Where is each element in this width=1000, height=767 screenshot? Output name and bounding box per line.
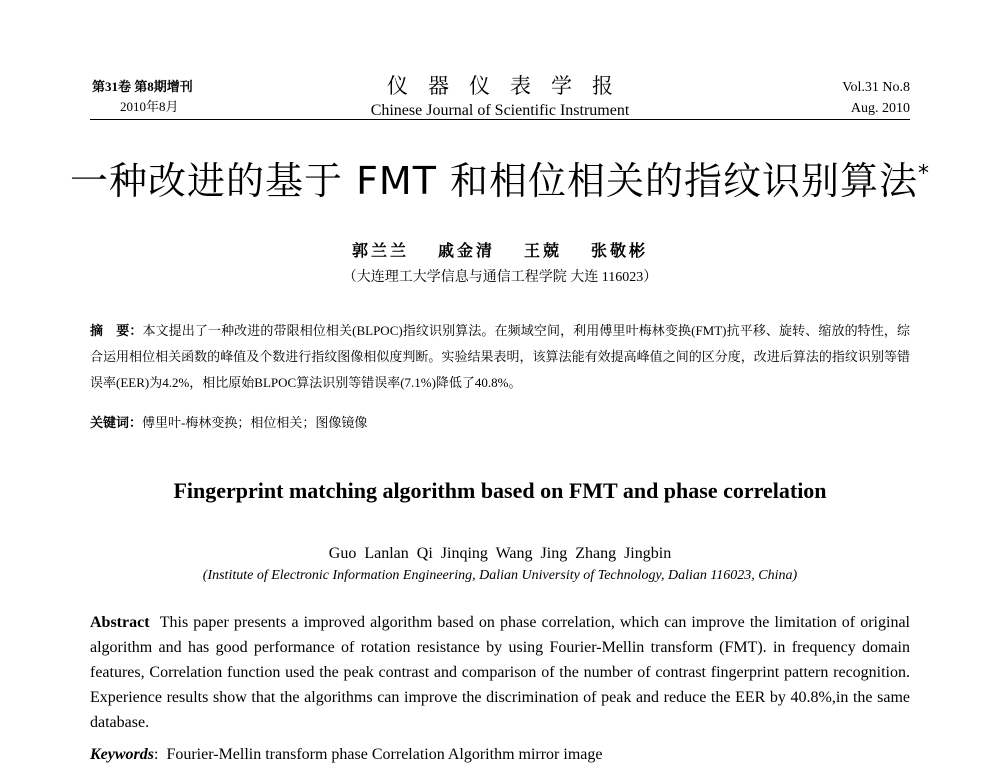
paper-title-cn bbox=[0, 150, 1000, 205]
journal-name-cn: 仪器仪表学报 bbox=[387, 74, 633, 98]
abstract-en bbox=[90, 610, 910, 735]
abstract-cn bbox=[90, 318, 910, 396]
volume-cn: 第31卷 第8期增刊 bbox=[92, 79, 193, 94]
keywords-cn bbox=[90, 413, 910, 433]
keywords-en: Keywords: Fourier-Mellin transform phase Correlation Algorithm mirror image bbox=[90, 746, 603, 763]
title-footnote-mark: * bbox=[918, 161, 931, 187]
authors-cn: 郭兰兰 戚金清 王兢 张敬彬 bbox=[351, 243, 648, 260]
header-rule bbox=[90, 119, 910, 120]
affiliation-cn: （大连理工大学信息与通信工程学院 大连 116023） bbox=[342, 270, 658, 285]
abstract-cn-text: 本文提出了一种改进的带限相位相关(BLPOC)指纹识别算法。在频域空间，利用傅里叶梅林变换(FMT)抗平移、旋转、缩放的特性，综合运用相位相关函数的峰值及个数进行指纹图像相似度判断。实验结果表明，该算法能有效提高峰值之间的区分度，改进后算法的指纹识别等错误率(EER)为4.2%，相比原始BLPOC算法识别等错误率(7.1%)降低了40.8%。 bbox=[90, 323, 910, 390]
volume-en: Vol.31 No.8 bbox=[842, 80, 910, 95]
journal-name-en: Chinese Journal of Scientific Instrument bbox=[370, 102, 630, 119]
keywords-cn-text: 傅里叶-梅林变换；相位相关；图像镜像 bbox=[142, 415, 368, 430]
paper-title-en: Fingerprint matching algorithm based on FMT and phase correlation bbox=[173, 478, 827, 503]
header-issue-block bbox=[842, 77, 910, 119]
abstract-en-text: This paper presents a improved algorithm based on phase correlation, which can improve the limitation of original algorithm and has good performance of rotation resistance by using Fourier-Mellin transform (FMT). in frequency domain features, Correlation function used the peak contrast and comparison of the number of contrast fingerprint pattern recognition. Experience results show that the algorithms can improve the discrimination of peak and reduce the EER by 40.8%,in the same database. bbox=[90, 614, 910, 731]
authors-en: Guo Lanlan Qi Jinqing Wang Jing Zhang Jingbin bbox=[328, 545, 672, 562]
date-en: Aug. 2010 bbox=[850, 101, 910, 116]
paper-title-cn-text: 一种改进的基于 FMT 和相位相关的指纹识别算法 bbox=[69, 159, 919, 203]
abstract-cn-label: 摘 要： bbox=[90, 323, 143, 338]
keywords-cn-label: 关键词： bbox=[90, 415, 143, 430]
header-volume-block bbox=[92, 77, 193, 117]
date-cn: 2010年8月 bbox=[120, 99, 179, 114]
journal-header bbox=[300, 70, 700, 120]
abstract-en-label: Abstract bbox=[90, 614, 150, 631]
affiliation-en: (Institute of Electronic Information Engineering, Dalian University of Technology, Dalian 116023, China) bbox=[202, 568, 798, 583]
keywords-en-label: Keywords bbox=[90, 746, 154, 763]
keywords-en-text: Fourier-Mellin transform phase Correlation Algorithm mirror image bbox=[166, 746, 603, 763]
